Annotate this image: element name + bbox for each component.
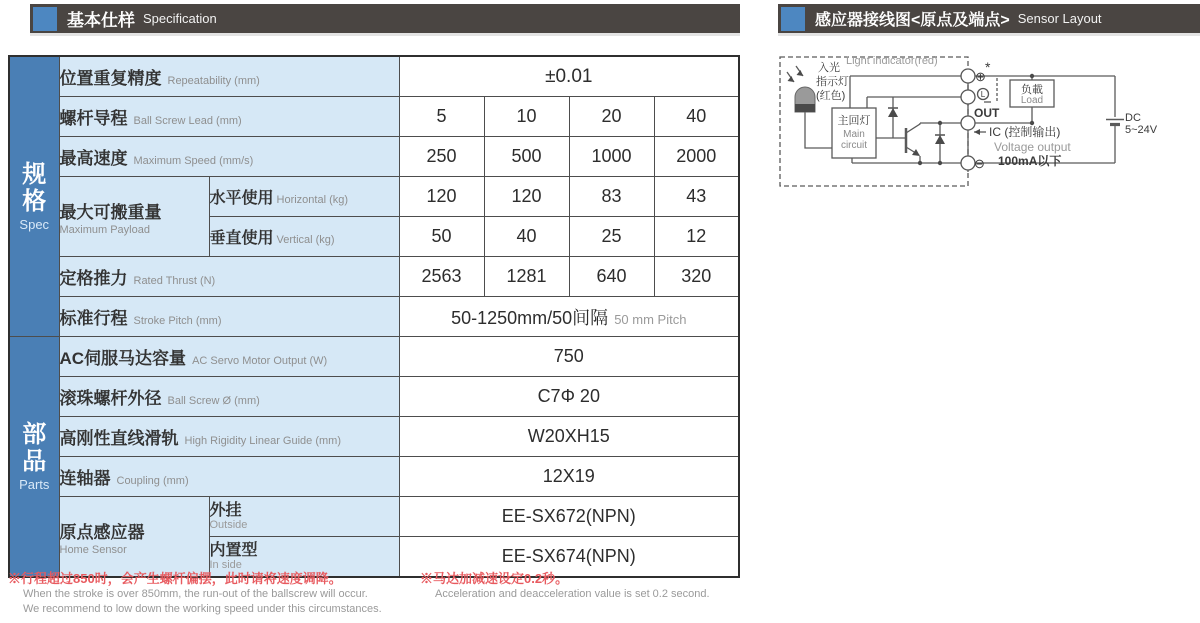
value-vertical-2: 40	[484, 217, 569, 257]
terminal-minus	[961, 156, 975, 170]
value-thrust-2: 1281	[484, 257, 569, 297]
value-servo-output: 750	[399, 337, 739, 377]
blue-square-accent	[33, 7, 57, 31]
value-speed-1: 250	[399, 137, 484, 177]
value-vertical-4: 12	[654, 217, 739, 257]
main-circuit-en1: Main	[843, 129, 865, 140]
blue-square-accent	[781, 7, 805, 31]
label-repeatability: 位置重复精度 Repeatability (mm)	[59, 56, 399, 97]
dc-label: DC	[1125, 112, 1141, 124]
light-label-zh3: (红色)	[816, 90, 846, 102]
table-row	[9, 497, 739, 537]
ic-arrow	[974, 129, 980, 135]
main-circuit-en2: circuit	[840, 140, 868, 151]
value-horizontal-1: 120	[399, 177, 484, 217]
section-spec	[9, 56, 59, 337]
light-indicator-label: Light indicator(red)	[846, 55, 938, 67]
value-horizontal-4: 43	[654, 177, 739, 217]
light-label-zh1: 入光	[818, 62, 840, 74]
value-speed-2: 500	[484, 137, 569, 177]
value-ball-screw-dia: C7Φ 20	[399, 377, 739, 417]
out-label: OUT	[974, 106, 1000, 120]
light-label-zh2: 指示灯	[816, 76, 849, 88]
sensor-wiring-diagram	[770, 45, 1200, 195]
value-coupling: 12X19	[399, 457, 739, 497]
table-row	[9, 377, 739, 417]
voltage-output-label: Voltage output	[994, 140, 1071, 154]
footnote-accel	[420, 571, 710, 602]
label-max-speed: 最高速度 Maximum Speed (mm/s)	[59, 137, 399, 177]
value-lead-1: 5	[399, 97, 484, 137]
value-linear-guide: W20XH15	[399, 417, 739, 457]
value-lead-4: 40	[654, 97, 739, 137]
plus-symbol: ⊕	[975, 69, 986, 84]
label-inside: 内置型 In side	[209, 537, 399, 578]
footnote-accel-en: Acceleration and deacceleration value is set 0.2 second.	[435, 588, 710, 600]
label-ball-screw-dia: 滚珠螺杆外径 Ball Screw Ø (mm)	[59, 377, 399, 417]
table-row	[9, 337, 739, 377]
footnote-stroke-en1: When the stroke is over 850mm, the run-out of the ballscrew will occur.	[23, 588, 368, 600]
value-stroke-pitch: 50-1250mm/50间隔 50 mm Pitch	[399, 297, 739, 337]
asterisk: *	[985, 59, 991, 75]
value-sensor-inside: EE-SX674(NPN)	[399, 537, 739, 578]
section-spec-zh: 规格	[22, 161, 47, 215]
main-circuit-zh: 主回灯	[837, 115, 871, 127]
table-row	[9, 56, 739, 97]
table-row	[9, 177, 739, 217]
label-ball-screw-lead: 螺杆导程 Ball Screw Lead (mm)	[59, 97, 399, 137]
value-lead-2: 10	[484, 97, 569, 137]
value-speed-4: 2000	[654, 137, 739, 177]
footnote-stroke	[8, 571, 382, 617]
sensor-layout-title-en: Sensor Layout	[1017, 11, 1102, 26]
label-outside: 外挂 Outside	[209, 497, 399, 537]
label-stroke-pitch: 标准行程 Stroke Pitch (mm)	[59, 297, 399, 337]
value-speed-3: 1000	[569, 137, 654, 177]
ic-label: IC (控制输出)	[989, 125, 1061, 139]
value-sensor-outside: EE-SX672(NPN)	[399, 497, 739, 537]
label-linear-guide: 高刚性直线滑轨 High Rigidity Linear Guide (mm)	[59, 417, 399, 457]
footnote-stroke-zh: ※行程超过850时，会产生螺杆偏摆，此时请将速度调降。	[8, 571, 342, 586]
load-en: Load	[1020, 95, 1044, 106]
table-row	[9, 417, 739, 457]
specification-title-en: Specification	[143, 11, 217, 26]
value-lead-3: 20	[569, 97, 654, 137]
terminal-out	[961, 116, 975, 130]
specification-header-bar	[30, 4, 740, 33]
value-horizontal-2: 120	[484, 177, 569, 217]
value-horizontal-3: 83	[569, 177, 654, 217]
label-coupling: 连轴器 Coupling (mm)	[59, 457, 399, 497]
load-zh: 负載	[1021, 84, 1043, 96]
l-terminal-letter: L	[980, 90, 986, 99]
table-row	[9, 257, 739, 297]
value-vertical-3: 25	[569, 217, 654, 257]
table-row	[9, 457, 739, 497]
dc-voltage-label: 5~24V	[1125, 124, 1158, 136]
section-parts	[9, 337, 59, 578]
led-wire	[805, 112, 832, 148]
value-thrust-1: 2563	[399, 257, 484, 297]
table-row	[9, 297, 739, 337]
value-thrust-4: 320	[654, 257, 739, 297]
sensor-layout-title-zh: 感应器接线图<原点及端点>	[815, 12, 1010, 29]
table-row	[9, 137, 739, 177]
section-parts-zh: 部品	[22, 421, 47, 475]
terminal-plus	[961, 69, 975, 83]
label-home-sensor: 原点感应器 Home Sensor	[59, 497, 209, 578]
minus-symbol: ⊖	[974, 156, 985, 171]
label-max-payload: 最大可搬重量 Maximum Payload	[59, 177, 209, 257]
label-vertical: 垂直使用 Vertical (kg)	[209, 217, 399, 257]
value-thrust-3: 640	[569, 257, 654, 297]
sensor-layout-header-bar	[778, 4, 1200, 33]
label-servo-output: AC伺服马达容量 AC Servo Motor Output (W)	[59, 337, 399, 377]
terminal-l	[961, 90, 975, 104]
value-vertical-1: 50	[399, 217, 484, 257]
value-repeatability: ±0.01	[399, 56, 739, 97]
label-rated-thrust: 定格推力 Rated Thrust (N)	[59, 257, 399, 297]
footnote-accel-zh: ※马达加减速设定0.2秒。	[420, 571, 569, 586]
footnote-stroke-en2: We recommend to low down the working speed under this circumstances.	[23, 603, 382, 615]
section-spec-en: Spec	[19, 217, 50, 232]
table-row	[9, 97, 739, 137]
section-parts-en: Parts	[19, 477, 50, 492]
spec-table	[8, 55, 740, 578]
current-limit-label: 100mA以下	[998, 154, 1062, 168]
label-horizontal: 水平使用 Horizontal (kg)	[209, 177, 399, 217]
specification-title-zh: 基本仕样	[67, 11, 135, 30]
